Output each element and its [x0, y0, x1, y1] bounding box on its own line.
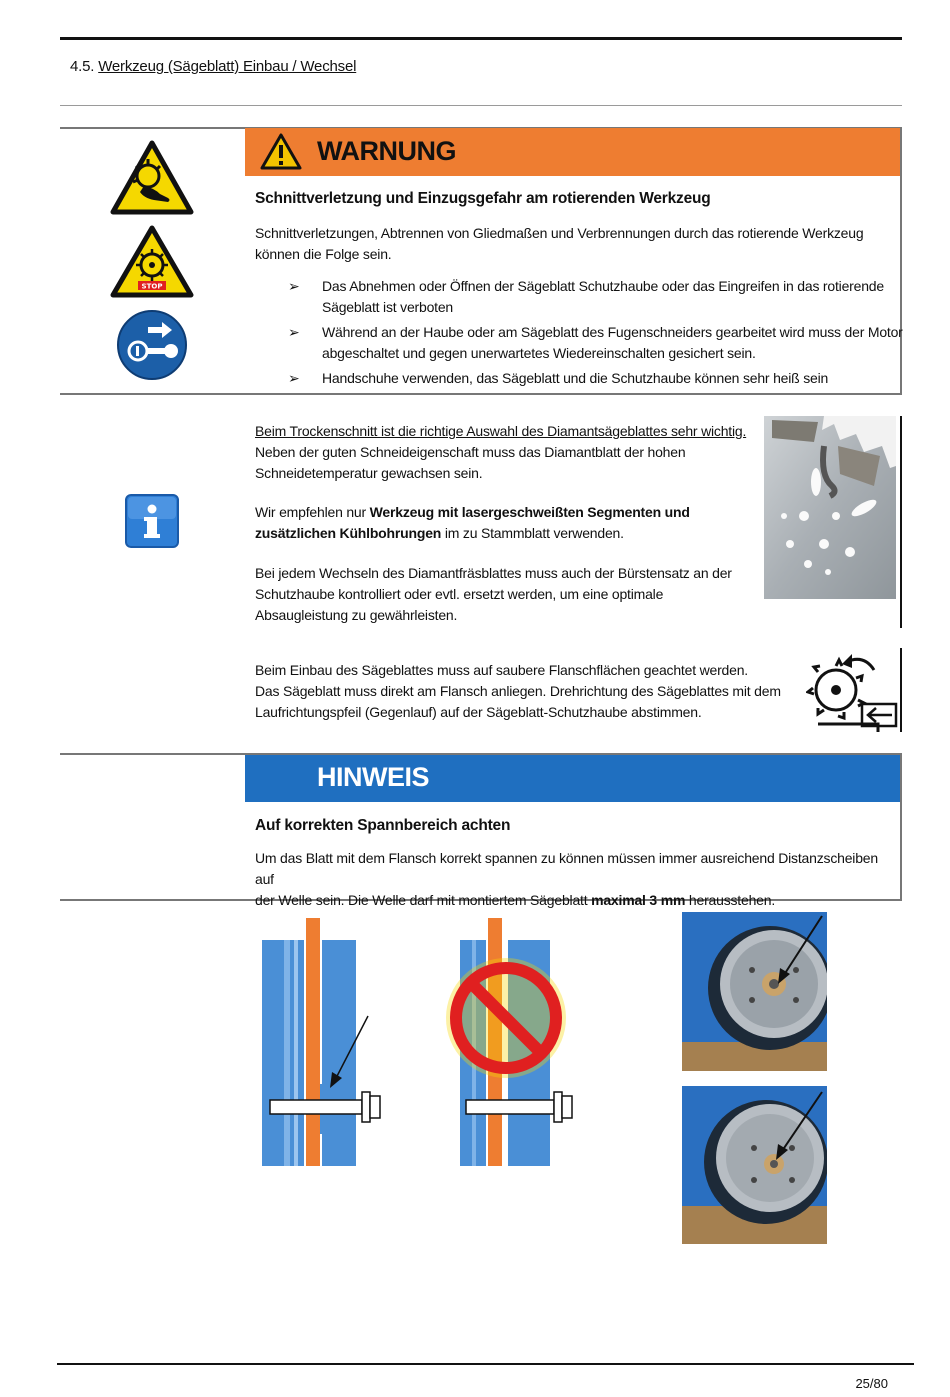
info-text: Wir empfehlen nur — [255, 504, 370, 520]
header-divider — [60, 105, 902, 106]
footer-rule — [57, 1363, 914, 1365]
lockout-key-icon — [116, 309, 188, 381]
info-paragraph-4 — [255, 660, 815, 723]
hint-right-border — [900, 755, 902, 901]
hand-cutting-hazard-icon — [110, 140, 194, 216]
info-paragraph-3 — [255, 563, 755, 626]
info-line: Schutzhaube kontrolliert oder evtl. ersetzt werden, um eine optimale — [255, 586, 664, 602]
flange-photo-2 — [682, 1086, 827, 1244]
warning-triangle-icon — [260, 133, 302, 170]
section-heading — [70, 58, 356, 75]
hint-text-part: herausstehen. — [685, 892, 776, 908]
warning-label: WARNUNG — [317, 136, 456, 166]
hint-line: Um das Blatt mit dem Flansch korrekt spannen zu können müssen immer ausreichend Distanzscheiben auf — [255, 850, 878, 887]
hint-heading: Auf korrekten Spannbereich achten — [255, 817, 511, 834]
bullet-arrow-icon: ➢ — [288, 278, 300, 294]
info-text: im zu Stammblatt verwenden. — [441, 525, 624, 541]
warning-intro — [255, 223, 895, 265]
section-number: 4.5. — [70, 58, 95, 75]
flange-correct-diagram — [262, 912, 386, 1170]
bullet-arrow-icon: ➢ — [288, 324, 300, 340]
warning-bullet — [288, 276, 902, 318]
bullet-line: Sägeblatt ist verboten — [322, 299, 454, 315]
info-line: Absaugleistung zu gewährleisten. — [255, 607, 458, 623]
bullet-line: Das Abnehmen oder Öffnen der Sägeblatt Schutzhaube oder das Eingreifen in das rotierende — [322, 278, 884, 294]
top-rule — [60, 37, 902, 40]
flange-wrong-diagram — [444, 912, 576, 1170]
info-line: Schneidetemperatur gewachsen sein. — [255, 465, 483, 481]
bullet-line: Handschuhe verwenden, das Sägeblatt und die Schutzhaube können sehr heiß sein — [322, 370, 829, 386]
pictogram-right-border — [900, 648, 902, 732]
info-line: Das Sägeblatt muss direkt am Flansch anliegen. Drehrichtung des Sägeblattes mit dem — [255, 683, 781, 699]
warning-heading: Schnittverletzung und Einzugsgefahr am rotierenden Werkzeug — [255, 190, 711, 207]
hint-banner — [245, 755, 901, 802]
warning-intro-line: können die Folge sein. — [255, 246, 392, 262]
info-line: Laufrichtungspfeil (Gegenlauf) auf der Sägeblatt-Schutzhaube abstimmen. — [255, 704, 702, 720]
page-number: 25/80 — [855, 1376, 888, 1391]
hint-label: HINWEIS — [317, 762, 430, 792]
warning-bullet — [288, 368, 902, 389]
warning-banner — [245, 128, 901, 176]
info-underlined-line: Beim Trockenschnitt ist die richtige Auswahl des Diamantsägeblattes sehr wichtig. — [255, 423, 747, 439]
stop-sign-text: STOP — [141, 282, 163, 291]
info-right-border — [900, 416, 902, 628]
rotation-direction-icon — [806, 648, 898, 732]
diamond-blade-photo — [764, 416, 896, 599]
info-bold-text: zusätzlichen Kühlbohrungen — [255, 525, 442, 541]
info-line: Bei jedem Wechseln des Diamantfräsblattes muss auch der Bürstensatz an der — [255, 565, 732, 581]
info-bold-text: Werkzeug mit lasergeschweißten Segmenten und — [369, 504, 690, 520]
hint-text-part: der Welle sein. Die Welle darf mit montiertem Sägeblatt — [255, 892, 592, 908]
info-icon — [125, 494, 179, 548]
bullet-line: abgeschaltet und gegen unerwartetes Wiedereinschalten gesichert sein. — [322, 345, 756, 361]
info-line: Beim Einbau des Sägeblattes muss auf saubere Flanschflächen geachtet werden. — [255, 662, 748, 678]
flange-photo-1 — [682, 912, 827, 1071]
info-paragraph-2 — [255, 502, 755, 544]
bullet-arrow-icon: ➢ — [288, 370, 300, 386]
bullet-line: Während an der Haube oder am Sägeblatt des Fugenschneiders gearbeitet wird muss der Motor — [322, 324, 903, 340]
warning-bottom-border — [60, 393, 902, 395]
info-paragraph-1 — [255, 421, 755, 484]
warning-bullet — [288, 322, 902, 364]
hint-text — [255, 848, 895, 911]
rotating-tool-stop-icon — [110, 225, 194, 299]
warning-intro-line: Schnittverletzungen, Abtrennen von Gliedmaßen und Verbrennungen durch das rotierende Werkzeug — [255, 225, 864, 241]
hint-bold-text: maximal 3 mm — [591, 892, 686, 908]
section-title[interactable]: Werkzeug (Sägeblatt) Einbau / Wechsel — [98, 58, 357, 75]
info-line: Neben der guten Schneideigenschaft muss das Diamantblatt der hohen — [255, 444, 686, 460]
